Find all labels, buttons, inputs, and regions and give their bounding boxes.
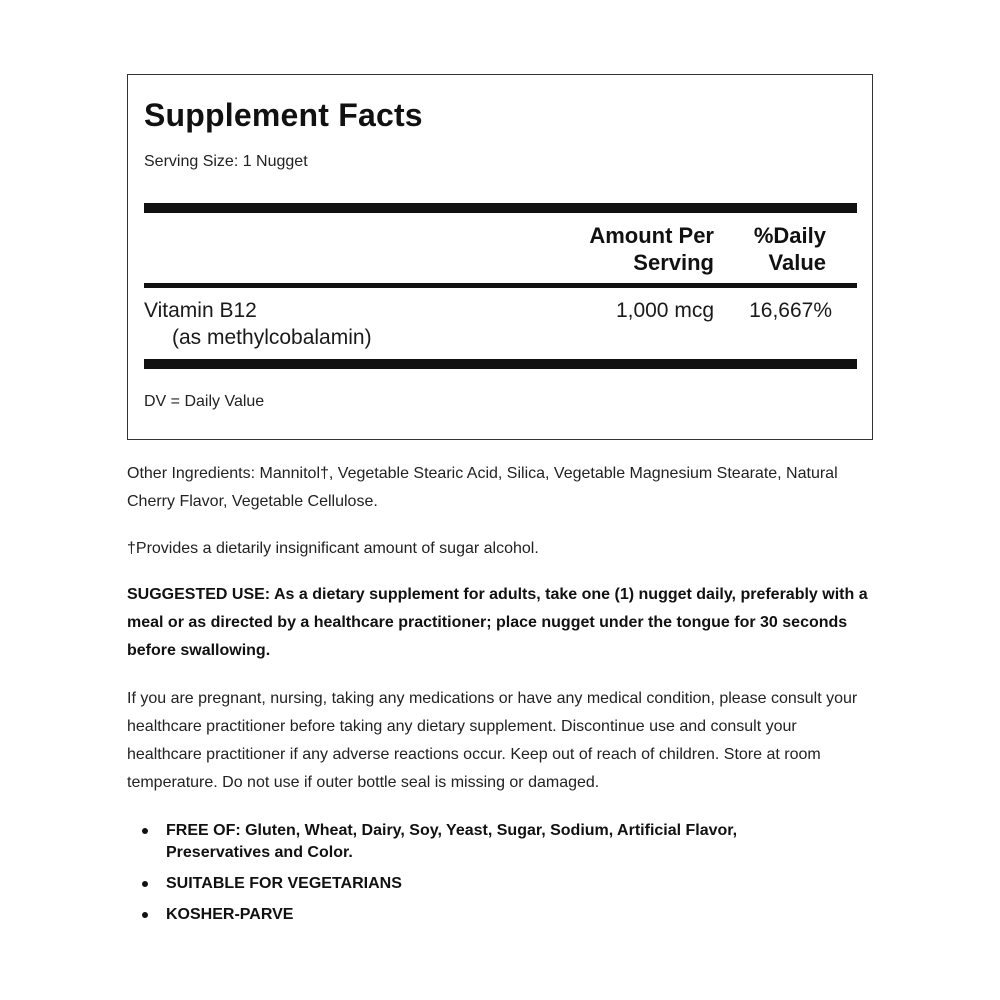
claim-vegetarian bbox=[138, 873, 838, 895]
column-header-amount: Amount Per Serving bbox=[589, 223, 714, 275]
other-ingredients: Other Ingredients: Mannitol†, Vegetable Stearic Acid, Silica, Vegetable Magnesium Stearate, Natural Cherry Flavor, Vegetable Cellulose. bbox=[127, 465, 838, 510]
bullet-icon bbox=[142, 881, 148, 887]
product-claims-list bbox=[138, 820, 838, 935]
nutrient-name: Vitamin B12 bbox=[144, 299, 257, 322]
claim-free-of bbox=[138, 820, 838, 864]
bullet-icon bbox=[142, 828, 148, 834]
suggested-use: SUGGESTED USE: As a dietary supplement for adults, take one (1) nugget daily, preferably with a meal or as directed by a healthcare practitioner; place nugget under the tongue for 30 seconds before swallowing. bbox=[127, 586, 868, 659]
facts-title: Supplement Facts bbox=[144, 97, 423, 133]
facts-divider-bottom bbox=[144, 359, 857, 369]
nutrient-daily-value: 16,667% bbox=[749, 299, 832, 322]
claim-text: FREE OF: Gluten, Wheat, Dairy, Soy, Yeast, Sugar, Sodium, Artificial Flavor, Preservatives and Color. bbox=[166, 822, 738, 861]
claim-text: SUITABLE FOR VEGETARIANS bbox=[166, 875, 402, 892]
bullet-icon bbox=[142, 912, 148, 918]
claim-kosher bbox=[138, 904, 838, 926]
facts-divider-header bbox=[144, 283, 857, 288]
dv-footnote: DV = Daily Value bbox=[144, 393, 265, 410]
warning-text: If you are pregnant, nursing, taking any medications or have any medical condition, please consult your healthcare practitioner before taking any dietary supplement. Discontinue use and consult your healthcare practitioner if any adverse reactions occur. Keep out of reach of children. Store at room temperature. Do not use if outer bottle seal is missing or damaged. bbox=[127, 690, 858, 791]
sugar-alcohol-note: †Provides a dietarily insignificant amount of sugar alcohol. bbox=[127, 540, 539, 557]
column-header-daily-value: %Daily Value bbox=[753, 223, 826, 275]
supplement-facts-panel bbox=[127, 74, 873, 440]
nutrient-source: (as methylcobalamin) bbox=[172, 326, 372, 349]
facts-divider-top bbox=[144, 203, 857, 213]
serving-size: Serving Size: 1 Nugget bbox=[144, 153, 308, 170]
claim-text: KOSHER-PARVE bbox=[166, 906, 294, 923]
nutrient-amount: 1,000 mcg bbox=[615, 299, 714, 322]
